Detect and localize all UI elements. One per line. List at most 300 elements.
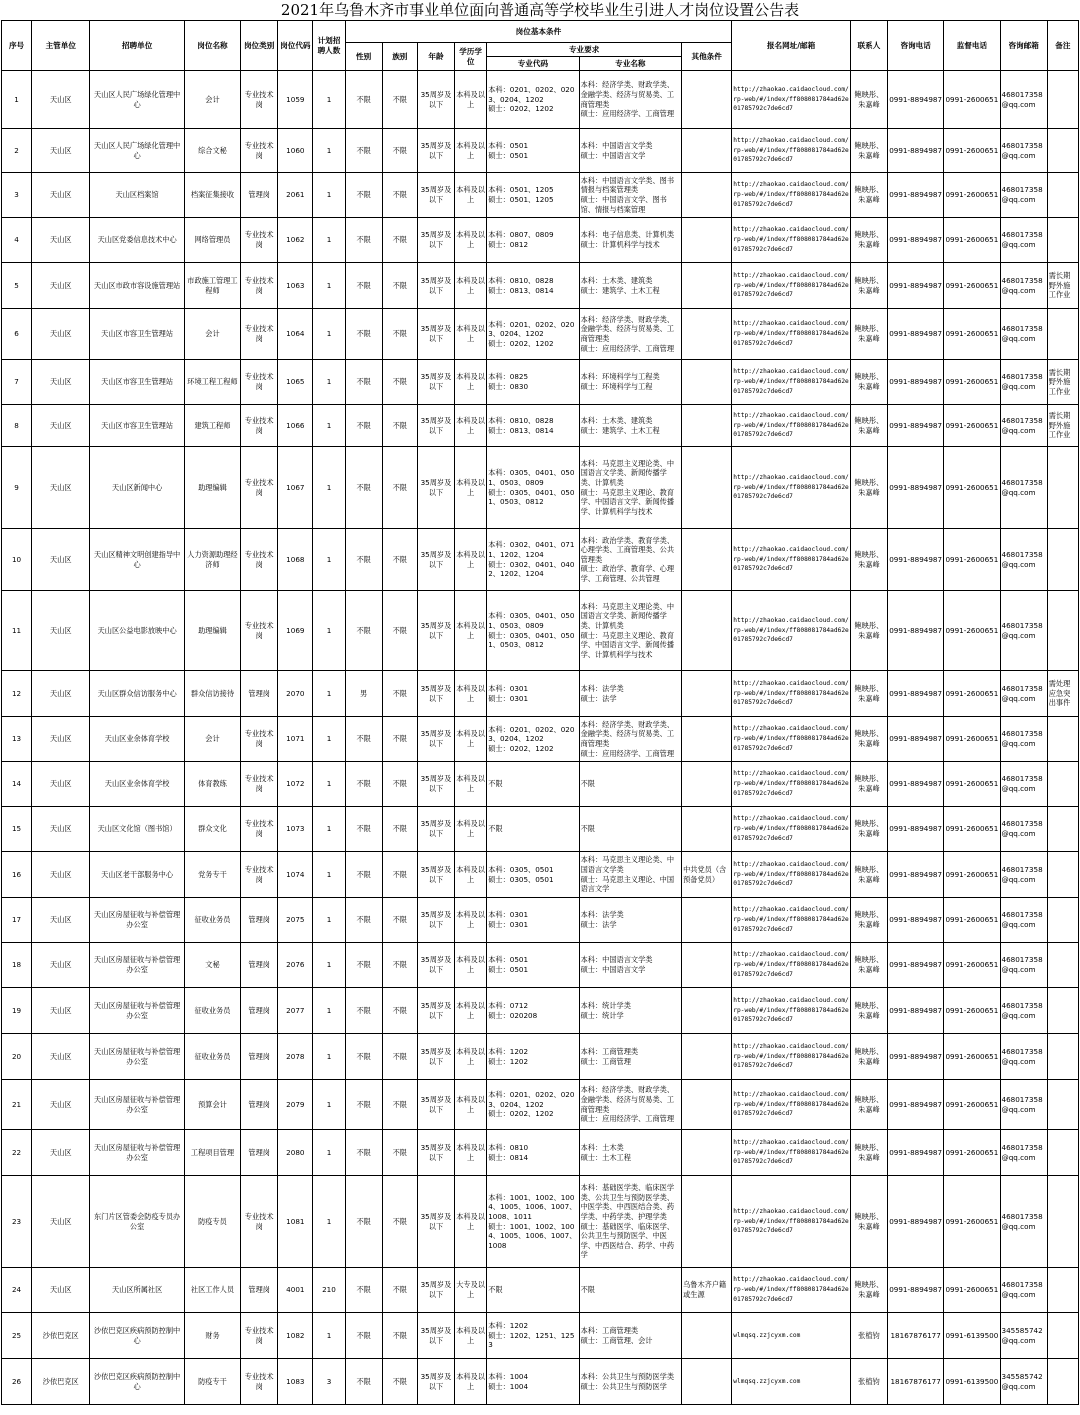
cell-supervise-tel: 0991-2600651 [944, 1034, 1000, 1080]
cell-gender: 不限 [345, 129, 382, 173]
cell-ethnic: 不限 [382, 1359, 417, 1405]
cell-pos-name: 党务专干 [184, 852, 240, 898]
cell-count: 1 [313, 218, 345, 263]
cell-email: 468017358@qq.com [1000, 447, 1047, 529]
cell-pos-code: 1083 [278, 1359, 313, 1405]
cell-supervise-tel: 0991-2600651 [944, 898, 1000, 943]
cell-seq: 21 [2, 1080, 32, 1130]
cell-major-code: 本科：0501 硕士：0501 [487, 129, 579, 173]
cell-age: 35周岁及以下 [417, 1130, 454, 1176]
cell-email: 468017358@qq.com [1000, 360, 1047, 405]
cell-major-name: 不限 [579, 762, 681, 807]
cell-edu: 本科及以上 [455, 717, 487, 762]
table-row [2, 309, 1079, 360]
cell-unit: 天山区人民广场绿化管理中心 [90, 129, 184, 173]
cell-pos-name: 工程项目管理 [184, 1130, 240, 1176]
cell-count: 1 [313, 1176, 345, 1268]
cell-url: http://zhaokao.caidaocloud.com/rp-web/#/index/ff808081784ad62e01785792c7de6cd7 [732, 1268, 851, 1313]
cell-dept: 天山区 [32, 1130, 90, 1176]
cell-age: 35周岁及以下 [417, 898, 454, 943]
cell-count: 210 [313, 1268, 345, 1313]
col-pos-type: 岗位类别 [241, 21, 278, 71]
cell-seq: 17 [2, 898, 32, 943]
cell-unit: 天山区房屋征收与补偿管理办公室 [90, 898, 184, 943]
cell-dept: 天山区 [32, 898, 90, 943]
cell-seq: 2 [2, 129, 32, 173]
cell-contact: 鲍映彤、朱嘉峰 [850, 807, 887, 852]
cell-edu: 本科及以上 [455, 447, 487, 529]
cell-count: 1 [313, 129, 345, 173]
cell-ethnic: 不限 [382, 988, 417, 1034]
cell-pos-code: 2075 [278, 898, 313, 943]
cell-edu: 本科及以上 [455, 263, 487, 309]
cell-email: 468017358@qq.com [1000, 1034, 1047, 1080]
col-pos-code: 岗位代码 [278, 21, 313, 71]
cell-consult-tel: 0991-8894987 [888, 988, 944, 1034]
cell-other [682, 988, 732, 1034]
cell-unit: 天山区市容卫生管理站 [90, 309, 184, 360]
cell-count: 1 [313, 943, 345, 988]
cell-pos-code: 1072 [278, 762, 313, 807]
cell-gender: 不限 [345, 1130, 382, 1176]
cell-unit: 天山区所属社区 [90, 1268, 184, 1313]
cell-email: 468017358@qq.com [1000, 898, 1047, 943]
cell-email: 468017358@qq.com [1000, 1268, 1047, 1313]
cell-major-code: 不限 [487, 1268, 579, 1313]
cell-pos-name: 文秘 [184, 943, 240, 988]
cell-major-name: 本科：土木类 硕士：土木工程 [579, 1130, 681, 1176]
cell-pos-name: 社区工作人员 [184, 1268, 240, 1313]
cell-major-code: 本科：0201、0202、0203、0204、1202 硕士：0202、1202 [487, 717, 579, 762]
cell-url: http://zhaokao.caidaocloud.com/rp-web/#/index/ff808081784ad62e01785792c7de6cd7 [732, 852, 851, 898]
cell-email: 468017358@qq.com [1000, 852, 1047, 898]
cell-pos-type: 专业技术岗 [241, 71, 278, 129]
cell-other [682, 1313, 732, 1359]
cell-remark [1047, 1176, 1078, 1268]
cell-other [682, 1034, 732, 1080]
cell-pos-type: 专业技术岗 [241, 852, 278, 898]
cell-major-name: 本科：电子信息类、计算机类 硕士：计算机科学与技术 [579, 218, 681, 263]
cell-seq: 13 [2, 717, 32, 762]
cell-consult-tel: 0991-8894987 [888, 405, 944, 447]
cell-edu: 本科及以上 [455, 1080, 487, 1130]
cell-pos-type: 专业技术岗 [241, 1313, 278, 1359]
cell-url: http://zhaokao.caidaocloud.com/rp-web/#/index/ff808081784ad62e01785792c7de6cd7 [732, 1130, 851, 1176]
col-age: 年龄 [417, 43, 454, 71]
cell-other [682, 309, 732, 360]
cell-unit: 天山区党委信息技术中心 [90, 218, 184, 263]
cell-edu: 本科及以上 [455, 129, 487, 173]
cell-remark: 需长期野外施工作业 [1047, 405, 1078, 447]
cell-url: http://zhaokao.caidaocloud.com/rp-web/#/index/ff808081784ad62e01785792c7de6cd7 [732, 807, 851, 852]
cell-supervise-tel: 0991-2600651 [944, 447, 1000, 529]
cell-gender: 不限 [345, 1359, 382, 1405]
cell-remark [1047, 852, 1078, 898]
cell-remark [1047, 447, 1078, 529]
cell-edu: 本科及以上 [455, 529, 487, 591]
cell-unit: 天山区老干部服务中心 [90, 852, 184, 898]
col-supervise-tel: 监督电话 [944, 21, 1000, 71]
cell-url: http://zhaokao.caidaocloud.com/rp-web/#/index/ff808081784ad62e01785792c7de6cd7 [732, 898, 851, 943]
cell-major-code: 本科：0712 硕士：020208 [487, 988, 579, 1034]
cell-seq: 1 [2, 71, 32, 129]
cell-major-name: 本科：统计学类 硕士：统计学 [579, 988, 681, 1034]
cell-seq: 4 [2, 218, 32, 263]
cell-count: 1 [313, 447, 345, 529]
cell-other [682, 1080, 732, 1130]
cell-pos-name: 征收业务员 [184, 898, 240, 943]
cell-major-name: 本科：土木类、建筑类 硕士：建筑学、土木工程 [579, 405, 681, 447]
cell-age: 35周岁及以下 [417, 1080, 454, 1130]
col-major-code: 专业代码 [487, 57, 579, 71]
cell-pos-type: 管理岗 [241, 988, 278, 1034]
cell-remark [1047, 1080, 1078, 1130]
col-unit: 招聘单位 [90, 21, 184, 71]
cell-supervise-tel: 0991-2600651 [944, 309, 1000, 360]
cell-dept: 沙依巴克区 [32, 1313, 90, 1359]
cell-pos-code: 4001 [278, 1268, 313, 1313]
cell-other [682, 405, 732, 447]
cell-other [682, 898, 732, 943]
cell-supervise-tel: 0991-2600651 [944, 591, 1000, 671]
cell-gender: 不限 [345, 405, 382, 447]
cell-consult-tel: 0991-8894987 [888, 1130, 944, 1176]
table-row [2, 1313, 1079, 1359]
cell-pos-code: 2078 [278, 1034, 313, 1080]
cell-pos-name: 体育教练 [184, 762, 240, 807]
cell-remark [1047, 988, 1078, 1034]
cell-age: 35周岁及以下 [417, 529, 454, 591]
table-row [2, 218, 1079, 263]
cell-pos-code: 1060 [278, 129, 313, 173]
cell-major-code: 本科：0810、0828 硕士：0813、0814 [487, 263, 579, 309]
cell-pos-type: 管理岗 [241, 671, 278, 717]
cell-major-name: 本科：中国语言文学类、图书情报与档案管理类 硕士：中国语言文学、图书馆、情报与档案管理 [579, 173, 681, 218]
cell-count: 1 [313, 263, 345, 309]
table-row [2, 671, 1079, 717]
cell-major-name: 不限 [579, 807, 681, 852]
cell-ethnic: 不限 [382, 1176, 417, 1268]
cell-count: 1 [313, 71, 345, 129]
cell-seq: 12 [2, 671, 32, 717]
cell-contact: 鲍映彤、朱嘉峰 [850, 988, 887, 1034]
cell-gender: 不限 [345, 988, 382, 1034]
cell-contact: 鲍映彤、朱嘉峰 [850, 529, 887, 591]
cell-major-code: 本科：0810、0828 硕士：0813、0814 [487, 405, 579, 447]
cell-seq: 14 [2, 762, 32, 807]
col-seq: 序号 [2, 21, 32, 71]
cell-pos-name: 群众文化 [184, 807, 240, 852]
cell-major-name: 本科：工商管理类 硕士：工商管理 [579, 1034, 681, 1080]
cell-pos-name: 防疫专员 [184, 1176, 240, 1268]
cell-ethnic: 不限 [382, 717, 417, 762]
cell-pos-type: 专业技术岗 [241, 1176, 278, 1268]
cell-unit: 天山区业余体育学校 [90, 717, 184, 762]
cell-pos-type: 管理岗 [241, 1130, 278, 1176]
cell-dept: 天山区 [32, 529, 90, 591]
cell-url: http://zhaokao.caidaocloud.com/rp-web/#/index/ff808081784ad62e01785792c7de6cd7 [732, 717, 851, 762]
cell-unit: 天山区公益电影放映中心 [90, 591, 184, 671]
cell-age: 35周岁及以下 [417, 1313, 454, 1359]
cell-contact: 鲍映彤、朱嘉峰 [850, 591, 887, 671]
col-count: 计划招聘人数 [313, 21, 345, 71]
cell-count: 1 [313, 898, 345, 943]
cell-consult-tel: 0991-8894987 [888, 173, 944, 218]
cell-pos-type: 专业技术岗 [241, 360, 278, 405]
cell-pos-code: 2079 [278, 1080, 313, 1130]
cell-other [682, 1359, 732, 1405]
cell-other [682, 71, 732, 129]
cell-remark [1047, 1034, 1078, 1080]
cell-dept: 天山区 [32, 1080, 90, 1130]
cell-pos-code: 1081 [278, 1176, 313, 1268]
cell-pos-code: 1063 [278, 263, 313, 309]
cell-url: http://zhaokao.caidaocloud.com/rp-web/#/index/ff808081784ad62e01785792c7de6cd7 [732, 762, 851, 807]
col-basic: 岗位基本条件 [345, 21, 732, 43]
cell-pos-name: 财务 [184, 1313, 240, 1359]
cell-pos-type: 专业技术岗 [241, 447, 278, 529]
cell-edu: 本科及以上 [455, 898, 487, 943]
cell-supervise-tel: 0991-2600651 [944, 1130, 1000, 1176]
cell-consult-tel: 0991-8894987 [888, 671, 944, 717]
col-dept: 主管单位 [32, 21, 90, 71]
cell-pos-name: 会计 [184, 309, 240, 360]
cell-pos-name: 网络管理员 [184, 218, 240, 263]
cell-supervise-tel: 0991-2600651 [944, 807, 1000, 852]
table-row [2, 263, 1079, 309]
cell-ethnic: 不限 [382, 263, 417, 309]
cell-edu: 本科及以上 [455, 852, 487, 898]
table-row [2, 1034, 1079, 1080]
cell-url: http://zhaokao.caidaocloud.com/rp-web/#/index/ff808081784ad62e01785792c7de6cd7 [732, 263, 851, 309]
cell-seq: 3 [2, 173, 32, 218]
table-row [2, 1176, 1079, 1268]
cell-pos-name: 会计 [184, 717, 240, 762]
cell-dept: 沙依巴克区 [32, 1359, 90, 1405]
cell-edu: 本科及以上 [455, 988, 487, 1034]
cell-pos-type: 专业技术岗 [241, 1359, 278, 1405]
cell-count: 1 [313, 1130, 345, 1176]
cell-pos-type: 专业技术岗 [241, 263, 278, 309]
cell-consult-tel: 0991-8894987 [888, 943, 944, 988]
cell-gender: 不限 [345, 218, 382, 263]
cell-unit: 天山区文化馆（图书馆） [90, 807, 184, 852]
cell-contact: 鲍映彤、朱嘉峰 [850, 360, 887, 405]
cell-other [682, 943, 732, 988]
cell-major-name: 本科：法学类 硕士：法学 [579, 671, 681, 717]
cell-other [682, 218, 732, 263]
cell-pos-code: 2077 [278, 988, 313, 1034]
cell-url: http://zhaokao.caidaocloud.com/rp-web/#/index/ff808081784ad62e01785792c7de6cd7 [732, 71, 851, 129]
cell-contact: 鲍映彤、朱嘉峰 [850, 717, 887, 762]
cell-contact: 鲍映彤、朱嘉峰 [850, 671, 887, 717]
cell-email: 468017358@qq.com [1000, 218, 1047, 263]
cell-unit: 天山区市政市容设施管理站 [90, 263, 184, 309]
cell-contact: 鲍映彤、朱嘉峰 [850, 1176, 887, 1268]
cell-age: 35周岁及以下 [417, 807, 454, 852]
cell-seq: 15 [2, 807, 32, 852]
cell-remark: 需处理应急突出事件 [1047, 671, 1078, 717]
cell-major-code: 不限 [487, 807, 579, 852]
cell-count: 1 [313, 1034, 345, 1080]
cell-age: 35周岁及以下 [417, 129, 454, 173]
cell-supervise-tel: 0991-2600651 [944, 360, 1000, 405]
cell-gender: 不限 [345, 360, 382, 405]
cell-email: 468017358@qq.com [1000, 943, 1047, 988]
cell-seq: 25 [2, 1313, 32, 1359]
cell-contact: 鲍映彤、朱嘉峰 [850, 898, 887, 943]
cell-dept: 天山区 [32, 671, 90, 717]
cell-supervise-tel: 0991-2600651 [944, 1176, 1000, 1268]
cell-contact: 鲍映彤、朱嘉峰 [850, 1130, 887, 1176]
cell-ethnic: 不限 [382, 807, 417, 852]
cell-ethnic: 不限 [382, 71, 417, 129]
cell-gender: 不限 [345, 1034, 382, 1080]
cell-remark [1047, 218, 1078, 263]
cell-pos-type: 管理岗 [241, 943, 278, 988]
cell-unit: 沙依巴克区疾病预防控制中心 [90, 1313, 184, 1359]
cell-ethnic: 不限 [382, 1034, 417, 1080]
cell-major-code: 本科：0301 硕士：0301 [487, 898, 579, 943]
cell-major-code: 不限 [487, 762, 579, 807]
col-edu: 学历学位 [455, 43, 487, 71]
cell-edu: 本科及以上 [455, 943, 487, 988]
cell-unit: 天山区业余体育学校 [90, 762, 184, 807]
cell-pos-code: 1065 [278, 360, 313, 405]
cell-supervise-tel: 0991-6139500 [944, 1359, 1000, 1405]
table-row [2, 129, 1079, 173]
cell-pos-type: 专业技术岗 [241, 405, 278, 447]
cell-pos-type: 专业技术岗 [241, 129, 278, 173]
table-row [2, 405, 1079, 447]
cell-pos-name: 防疫专干 [184, 1359, 240, 1405]
cell-pos-code: 1068 [278, 529, 313, 591]
cell-seq: 8 [2, 405, 32, 447]
cell-ethnic: 不限 [382, 898, 417, 943]
col-major: 专业要求 [487, 43, 682, 57]
cell-ethnic: 不限 [382, 218, 417, 263]
cell-unit: 天山区房屋征收与补偿管理办公室 [90, 943, 184, 988]
cell-edu: 本科及以上 [455, 1313, 487, 1359]
cell-age: 35周岁及以下 [417, 1268, 454, 1313]
cell-remark [1047, 129, 1078, 173]
cell-age: 35周岁及以下 [417, 1034, 454, 1080]
cell-gender: 不限 [345, 71, 382, 129]
cell-consult-tel: 0991-8894987 [888, 717, 944, 762]
cell-gender: 不限 [345, 1268, 382, 1313]
cell-gender: 不限 [345, 762, 382, 807]
cell-pos-name: 预算会计 [184, 1080, 240, 1130]
cell-seq: 22 [2, 1130, 32, 1176]
cell-major-code: 本科：0501 硕士：0501 [487, 943, 579, 988]
cell-pos-type: 专业技术岗 [241, 762, 278, 807]
cell-edu: 本科及以上 [455, 1034, 487, 1080]
cell-remark [1047, 173, 1078, 218]
cell-contact: 鲍映彤、朱嘉峰 [850, 852, 887, 898]
col-consult-tel: 咨询电话 [888, 21, 944, 71]
cell-unit: 天山区新闻中心 [90, 447, 184, 529]
cell-contact: 鲍映彤、朱嘉峰 [850, 405, 887, 447]
cell-dept: 天山区 [32, 1034, 90, 1080]
cell-email: 468017358@qq.com [1000, 807, 1047, 852]
cell-remark [1047, 71, 1078, 129]
table-row [2, 591, 1079, 671]
cell-other [682, 263, 732, 309]
cell-url: http://zhaokao.caidaocloud.com/rp-web/#/index/ff808081784ad62e01785792c7de6cd7 [732, 671, 851, 717]
cell-pos-type: 专业技术岗 [241, 529, 278, 591]
cell-gender: 不限 [345, 1080, 382, 1130]
cell-ethnic: 不限 [382, 173, 417, 218]
cell-major-code: 本科：0302、0401、0711、1202、1204 硕士：0302、0401、0402、1202、1204 [487, 529, 579, 591]
cell-ethnic: 不限 [382, 447, 417, 529]
cell-count: 1 [313, 717, 345, 762]
cell-seq: 6 [2, 309, 32, 360]
cell-remark [1047, 1268, 1078, 1313]
cell-url: http://zhaokao.caidaocloud.com/rp-web/#/index/ff808081784ad62e01785792c7de6cd7 [732, 360, 851, 405]
cell-dept: 天山区 [32, 807, 90, 852]
cell-age: 35周岁及以下 [417, 360, 454, 405]
cell-gender: 不限 [345, 1313, 382, 1359]
cell-email: 345585742@qq.com [1000, 1313, 1047, 1359]
cell-consult-tel: 0991-8894987 [888, 762, 944, 807]
cell-url: http://zhaokao.caidaocloud.com/rp-web/#/index/ff808081784ad62e01785792c7de6cd7 [732, 1034, 851, 1080]
cell-url: http://zhaokao.caidaocloud.com/rp-web/#/index/ff808081784ad62e01785792c7de6cd7 [732, 405, 851, 447]
cell-email: 468017358@qq.com [1000, 173, 1047, 218]
cell-email: 468017358@qq.com [1000, 1176, 1047, 1268]
col-remark: 备注 [1047, 21, 1078, 71]
cell-unit: 天山区房屋征收与补偿管理办公室 [90, 1034, 184, 1080]
cell-major-name: 本科：土木类、建筑类 硕士：建筑学、土木工程 [579, 263, 681, 309]
table-row [2, 360, 1079, 405]
cell-ethnic: 不限 [382, 591, 417, 671]
cell-pos-code: 2070 [278, 671, 313, 717]
cell-email: 468017358@qq.com [1000, 762, 1047, 807]
cell-other [682, 591, 732, 671]
table-row [2, 852, 1079, 898]
cell-consult-tel: 0991-8894987 [888, 1176, 944, 1268]
cell-consult-tel: 0991-8894987 [888, 218, 944, 263]
cell-pos-name: 群众信访接待 [184, 671, 240, 717]
cell-contact: 鲍映彤、朱嘉峰 [850, 943, 887, 988]
cell-gender: 不限 [345, 852, 382, 898]
cell-major-code: 本科：0305、0401、0501、0503、0809 硕士：0305、0401、0501、0503、0812 [487, 591, 579, 671]
cell-pos-code: 1059 [278, 71, 313, 129]
cell-unit: 天山区人民广场绿化管理中心 [90, 71, 184, 129]
cell-pos-type: 管理岗 [241, 898, 278, 943]
cell-pos-name: 建筑工程师 [184, 405, 240, 447]
cell-remark [1047, 717, 1078, 762]
cell-major-code: 本科：1202 硕士：1202 [487, 1034, 579, 1080]
recruitment-table [1, 20, 1079, 1405]
cell-remark [1047, 898, 1078, 943]
cell-dept: 天山区 [32, 988, 90, 1034]
cell-unit: 天山区档案馆 [90, 173, 184, 218]
cell-pos-code: 2080 [278, 1130, 313, 1176]
cell-age: 35周岁及以下 [417, 309, 454, 360]
cell-edu: 本科及以上 [455, 1359, 487, 1405]
cell-seq: 9 [2, 447, 32, 529]
cell-dept: 天山区 [32, 405, 90, 447]
cell-dept: 天山区 [32, 129, 90, 173]
cell-major-name: 本科：经济学类、财政学类、金融学类、经济与贸易类、工商管理类 硕士：应用经济学、工商管理 [579, 71, 681, 129]
cell-other [682, 173, 732, 218]
cell-contact: 鲍映彤、朱嘉峰 [850, 173, 887, 218]
cell-url: wlmqsq.zzjcyxm.com [732, 1313, 851, 1359]
cell-edu: 本科及以上 [455, 762, 487, 807]
cell-pos-name: 环境工程工程师 [184, 360, 240, 405]
cell-pos-name: 会计 [184, 71, 240, 129]
cell-major-name: 本科：经济学类、财政学类、金融学类、经济与贸易类、工商管理类 硕士：应用经济学、工商管理 [579, 309, 681, 360]
